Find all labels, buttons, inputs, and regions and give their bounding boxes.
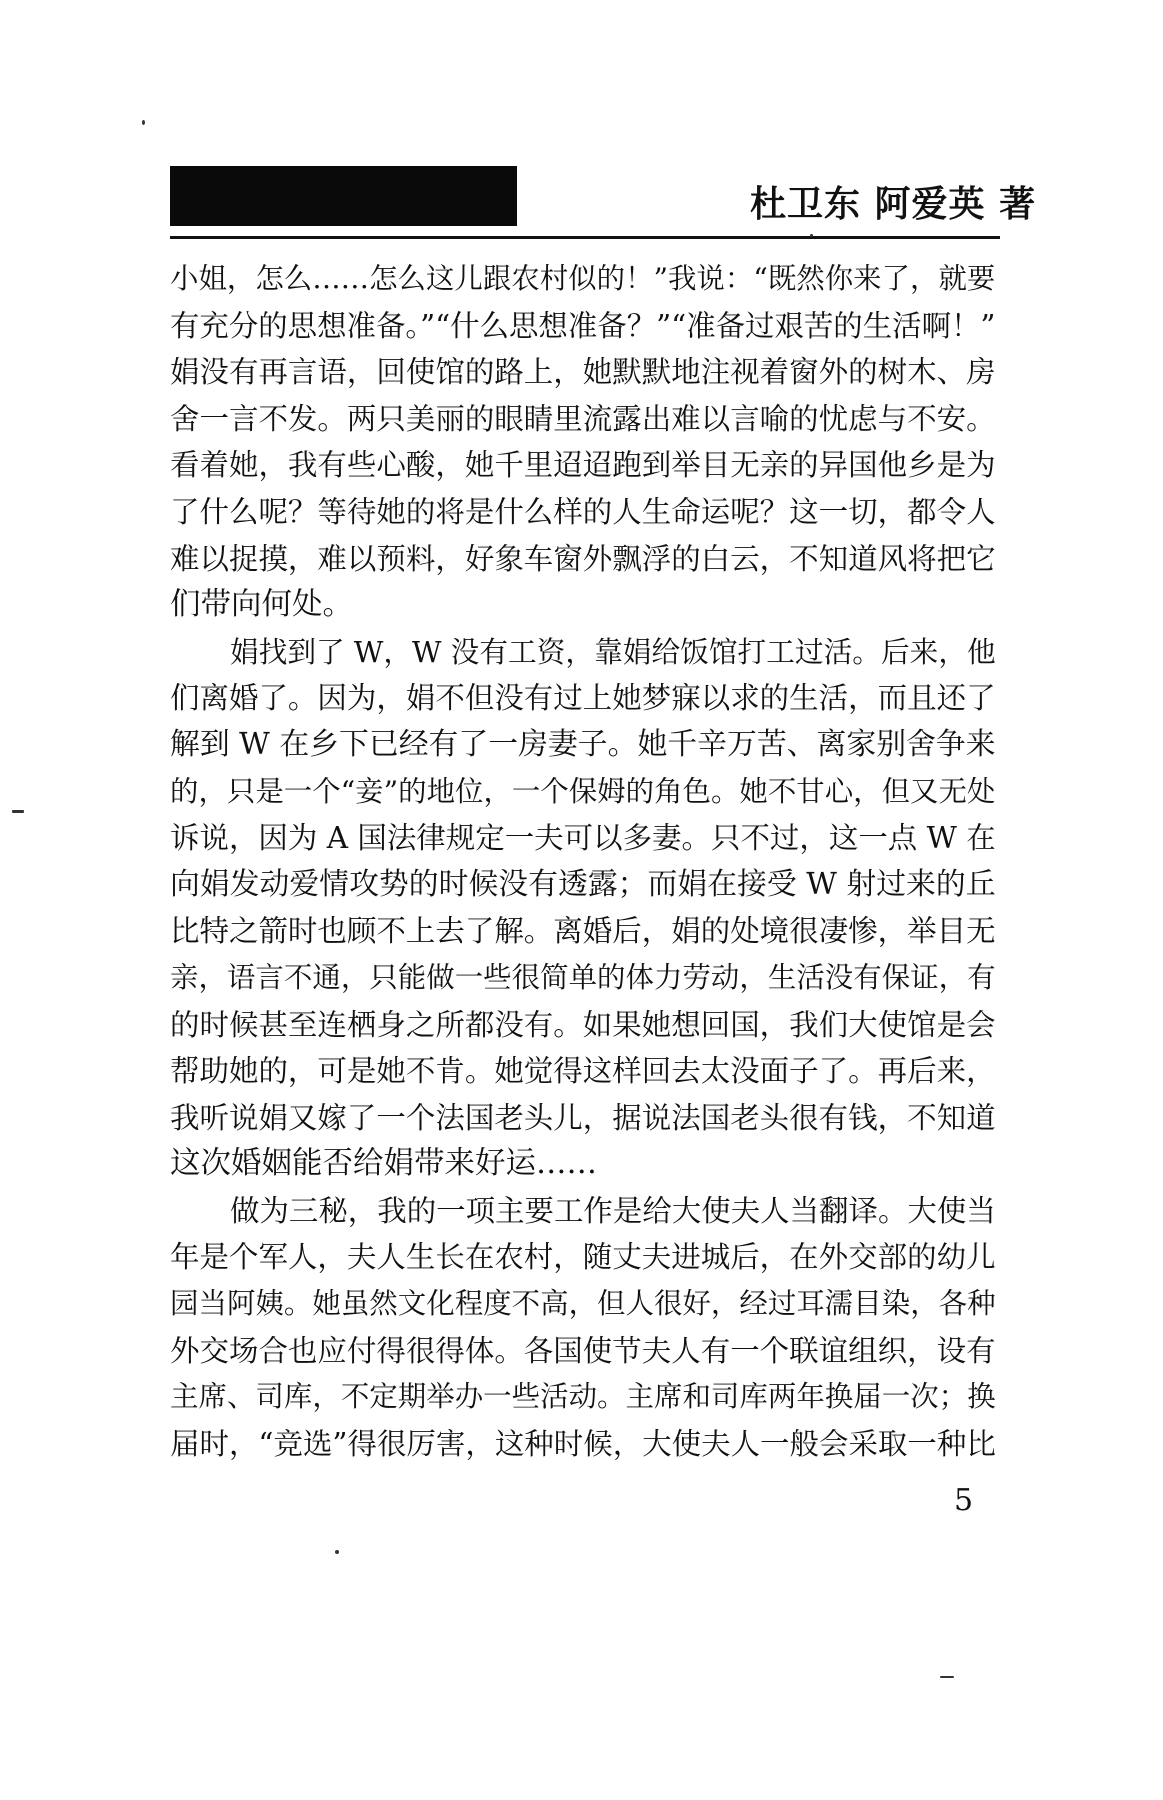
text-line: 的，只是一个“妾”的地位，一个保姆的角色。她不甘心，但又无处	[170, 774, 996, 808]
text-line: 我听说娟又嫁了一个法国老头儿，据说法国老头很有钱，不知道	[170, 1100, 996, 1135]
text-line: 外交场合也应付得很得体。各国使节夫人有一个联谊组织，设有	[170, 1333, 996, 1368]
scan-speck	[12, 810, 24, 813]
scan-speck	[940, 1676, 954, 1678]
text-line: 们离婚了。因为，娟不但没有过上她梦寐以求的生活，而且还了	[170, 681, 996, 716]
scan-speck	[142, 120, 145, 125]
text-line: 的时候甚至连栖身之所都没有。如果她想回国，我们大使馆是会	[170, 1007, 996, 1042]
text-line: 难以捉摸，难以预料，好象车窗外飘浮的白云，不知道风将把它	[170, 541, 996, 576]
scan-speck	[335, 1550, 339, 1554]
text-line: 有充分的思想准备。”“什么思想准备？”“准备过艰苦的生活啊！”	[170, 308, 996, 343]
text-line: 主席、司库，不定期举办一些活动。主席和司库两年换届一次；换	[170, 1380, 996, 1414]
text-line: 年是个军人，夫人生长在农村，随丈夫进城后，在外交部的幼儿	[170, 1240, 996, 1275]
text-line: 小姐，怎么……怎么这儿跟农村似的！”我说：“既然你来了，就要	[170, 262, 996, 295]
header-rule	[170, 236, 1000, 239]
author-credits: 杜卫东 阿爱英 著	[750, 184, 1037, 225]
text-line: 舍一言不发。两只美丽的眼睛里流露出难以言喻的忧虑与不安。	[170, 401, 996, 436]
text-line: 亲，语言不通，只能做一些很简单的体力劳动，生活没有保证，有	[170, 960, 996, 994]
page-number: 5	[954, 1483, 974, 1518]
text-line: 做为三秘，我的一项主要工作是给大使夫人当翻译。大使当	[230, 1193, 996, 1228]
text-line: 了什么呢？等待她的将是什么样的人生命运呢？这一切，都令人	[170, 494, 996, 529]
text-line: 向娟发动爱情攻势的时候没有透露；而娟在接受 W 射过来的丘	[170, 866, 996, 902]
text-line: 娟没有再言语，回使馆的路上，她默默地注视着窗外的树木、房	[170, 355, 996, 390]
text-line: 娟找到了 W，W 没有工资，靠娟给饭馆打工过活。后来，他	[230, 634, 996, 669]
redacted-title-block	[170, 166, 517, 226]
text-line: 解到 W 在乡下已经有了一房妻子。她千辛万苦、离家别舍争来	[170, 726, 996, 762]
text-line: 比特之箭时也顾不上去了解。离婚后，娟的处境很凄惨，举目无	[170, 914, 996, 949]
text-line: 诉说，因为 A 国法律规定一夫可以多妻。只不过，这一点 W 在	[170, 821, 996, 856]
text-line: 这次婚姻能否给娟带来好运……	[170, 1146, 597, 1182]
text-line: 帮助她的，可是她不肯。她觉得这样回去太没面子了。再后来，	[170, 1054, 996, 1089]
text-line: 园当阿姨。她虽然文化程度不高，但人很好，经过耳濡目染，各种	[170, 1287, 996, 1321]
text-line: 们带向何处。	[170, 587, 353, 623]
text-line: 届时，“竞选”得很厉害，这种时候，大使夫人一般会采取一种比	[170, 1426, 996, 1461]
text-line: 看着她，我有些心酸，她千里迢迢跑到举目无亲的异国他乡是为	[170, 448, 996, 483]
body-text	[170, 256, 1000, 1467]
scan-speck	[810, 234, 813, 237]
